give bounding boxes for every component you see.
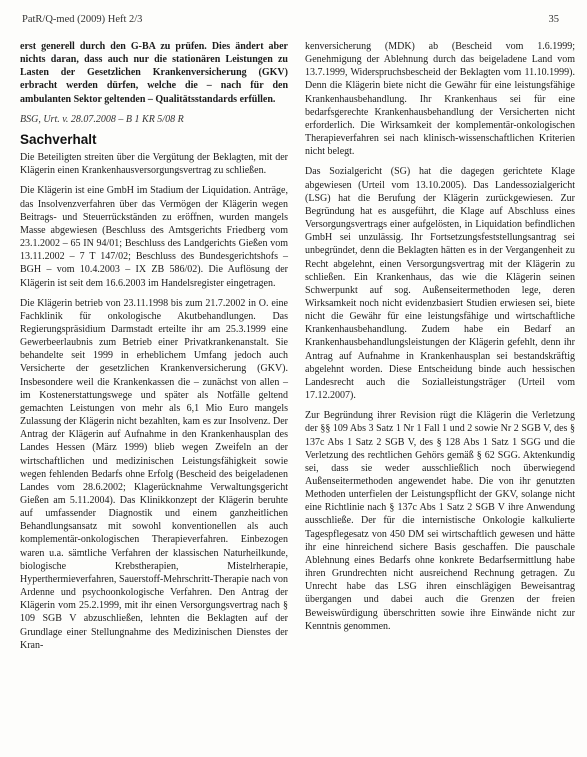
body-paragraph: Das Sozialgericht (SG) hat die dagegen gerichtete Klage abgewiesen (Urteil vom 13.10.2005). Das Landessozialgericht (LSG) hat die Berufung der Klägerin zurückgewiesen. Zur Begründung hat es ausgeführt, die Klage auf Abschluss eines Versorgungsvertrags einer aufgelösten, in Liquidation befindlichen GmbH sei unzulässig. Ihr Fortsetzungsfeststellungsantrag sei unbegründet, denn die Beklagten hätten es in der Vergangenheit zu Recht abgelehnt, einen Versorgungsvertrag mit der Klägerin zu schließen. Ein Krankenhaus, das wie die Klägerin seinen Schwerpunkt auf sog. Außenseitermethoden lege, deren Wirksamkeit noch nicht evidenzbasiert Studien erwiesen sei, biete nicht die Gewähr für eine leistungsfähige und wirtschaftliche Krankenhausbehandlung. Zudem habe ein Bedarf an Krankenhausbehandlungsleistungen der Klägerin gefehlt, denn ihr Antrag auf Aufnahme in Krankenhausplan sei bestandskräftig abgelehnt worden. Diese Entscheidung binde auch hessischen Landesrecht auch die Sozialleistungsträger (Urteil vom 17.12.2007). bbox=[305, 166, 575, 402]
journal-reference: PatR/Q-med (2009) Heft 2/3 bbox=[22, 14, 143, 25]
page-number: 35 bbox=[548, 14, 559, 25]
body-paragraph: kenversicherung (MDK) ab (Bescheid vom 1.6.1999; Genehmigung der Ablehnung durch das beigeladene Land vom 13.7.1999, Widerspruchsbescheid der Beklagten vom 11.10.1999). Denn die Klägerin biete nicht die Gewähr für eine leistungsfähige Krankenhausbehandlung. Ihr Krankenhaus sei für eine bedarfsgerechte Krankenhausbehandlung der Versicherten nicht erforderlich. Die Wirksamkeit der komplementär-onkologischen Therapieverfahren sei nach klinisch-wissenschaftlichen Kriterien nicht belegt. bbox=[305, 41, 575, 158]
body-paragraph: Zur Begründung ihrer Revision rügt die Klägerin die Verletzung der §§ 109 Abs 3 Satz 1 Nr 1 Fall 1 und 2 sowie Nr 2 SGB V, des § 137c Abs 1 Satz 2 SGB V, des § 128 Abs 1 Satz 1 SGG und die Verletzung des rechtlichen Gehörs gemäß § 62 SGG. Aktenkundig sei, dass sie weder ausschließlich noch überwiegend Außenseitermethoden angewendet habe. Die von ihr genutzten Methoden unterfielen der Leistungspflicht der GKV, solange nicht eine Richtlinie nach § 137c Abs 1 Satz 2 SGB V ihre Anwendung ausschließe. Der für die internistische Onkologie kalkulierte Tagespflegesatz von 450 DM sei wirtschaftlich gewesen und hätte ihr eine hinreichend sichere Basis geschaffen. Die pauschale Ablehnung eines Bedarfs ohne konkrete Bedarfsermittlung habe ihren Grundrechten nicht ausreichend Rechnung getragen. Zu Unrecht habe das LSG ihren einschlägigen Beweisantrag übergangen und dabei auch die Grenzen der freien Beweiswürdigung überschritten sowie ihre Einwände nicht zur Kenntnis genommen. bbox=[305, 410, 575, 632]
section-heading: Sachverhalt bbox=[20, 131, 97, 147]
body-paragraph: Die Klägerin betrieb von 23.11.1998 bis zum 21.7.2002 in O. eine Fachklinik für onkologische Akutbehandlungen. Das Regierungspräsidium Darmstadt erteilte ihr am 25.3.1999 eine Gewerbeerlaubnis zum Betrieb einer Privatkrankenanstalt. Sie behandelte seit 1999 in erheblichem Umfang jedoch auch Versicherte der gesetzlichen Krankenversicherung (GKV). Insbesondere weil die Krankenkassen die – zunächst von allen – im Kostenerstattungswege und später als Notfälle geltend gemachten Leistungen von mehr als 6,1 Mio Euro mangels Zulassung der Klägerin nicht bezahlten, kam es zur Insolvenz. Der Antrag der Klägerin auf Aufnahme in den Krankenhausplan des Landes Hessen (März 1999) blieb wegen Zweifeln an der wirtschaftlichen und medizinischen Leistungsfähigkeit sowie wegen fehlenden Bedarfs ohne Erfolg (Bescheid des beigeladenen Landes vom 28.6.2002; Klagerücknahme Verwaltungsgericht Gießen am 5.11.2004). Das Klinikkonzept der Klägerin beruhte auf umfassender Diagnostik und einem ganzheitlichen Behandlungsansatz mit sowohl konventionellen als auch komplementär-onkologischen Therapieverfahren. Einbezogen waren u.a. sämtliche Verfahren der klassischen Naturheilkunde, biologische Krebstherapien, Mistelrherapie, Hyperthermieverfahren, Sauerstoff-Mehrschritt-Therapie nach von Ardenne und psychoonkologische Verfahren. Den Antrag der Klägerin vom 25.2.1999, mit ihr einen Versorgungsvertrag nach § 109 SGB V abzuschließen, lehnten die Beklagten auf der Grundlage einer Stellungnahme des Medizinischen Dienstes der Kran- bbox=[20, 297, 288, 651]
left-column bbox=[20, 40, 288, 659]
court-citation: BSG, Urt. v. 28.07.2008 – B 1 KR 5/08 R bbox=[20, 113, 184, 125]
lead-paragraph: erst generell durch den G-BA zu prüfen. Dies ändert aber nichts daran, dass auch nur die stationären Leistungen zu Lasten der Gesetzlichen Krankenversicherung (GKV) erbracht werden dürfen, welche die – nach für den ambulanten Sektor geltenden – Qualitätsstandards erfüllen. bbox=[20, 41, 288, 105]
right-column bbox=[305, 40, 575, 640]
body-paragraph: Die Beteiligten streiten über die Vergütung der Beklagten, mit der Klägerin einen Krankenhausversorgungsvertrag zu schließen. bbox=[20, 152, 288, 177]
page-header bbox=[22, 14, 559, 30]
body-paragraph: Die Klägerin ist eine GmbH im Stadium der Liquidation. Anträge, das Insolvenzverfahren über das Vermögen der Klägerin wegen Beitrags- und Steuerrückständen zu eröffnen, wurden mangels Masse abgewiesen (Beschluss des Amtsgerichts Friedberg vom 23.1.2002 – 65 IN 94/01; Beschluss des Landgerichts Gießen vom 13.11.2002 – 7 T 147/02; Beschluss des Bundesgerichtshofs – BGH – vom 10.4.2003 – IX ZB 586/02). Die Auflösung der Klägerin ist seit dem 16.6.2003 im Handelsregister eingetragen. bbox=[20, 185, 288, 289]
